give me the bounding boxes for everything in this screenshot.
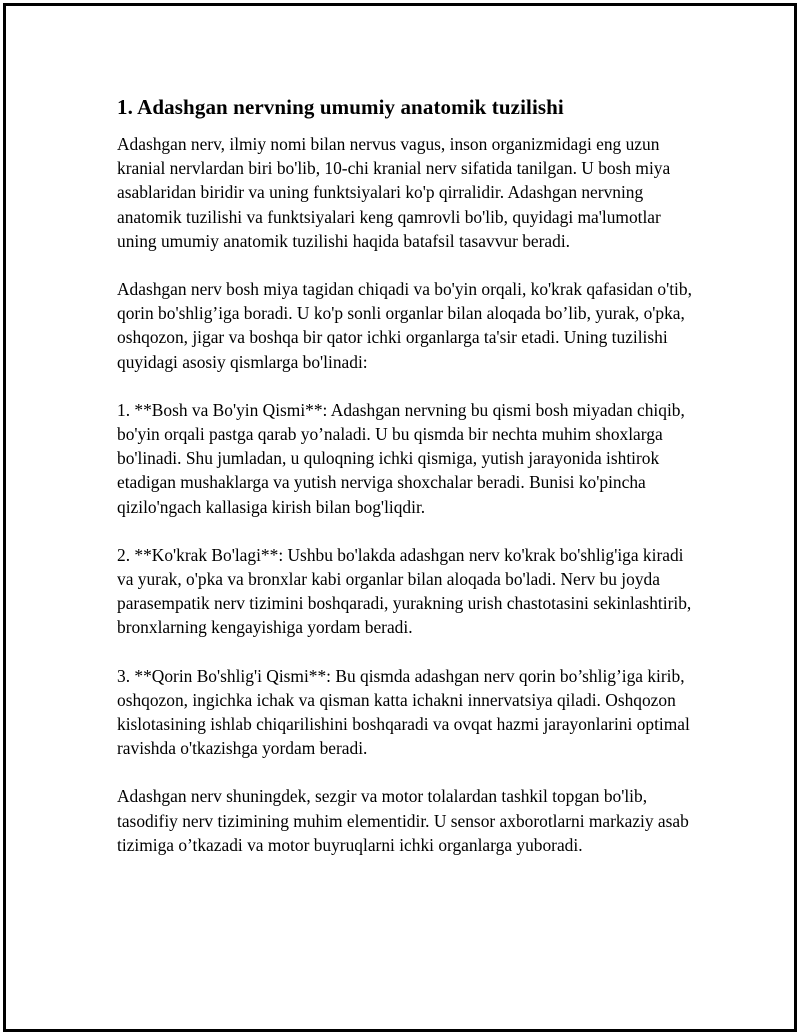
list-item-head-neck: 1. **Bosh va Bo'yin Qismi**: Adashgan nervning bu qismi bosh miyadan chiqib, bo'yin orqali pastga qarab yo’naladi. U bu qismda bir nechta muhim shoxlarga bo'linadi. Shu jumladan, u quloqning ichki qismiga, yutish jarayonida ishtirok etadigan mushaklarga va yutish nerviga shoxchalar beradi. Bunisi ko'pincha qizilo'ngach kallasiga kirish bilan bog'liqdir. (117, 399, 685, 517)
document-body (117, 94, 692, 881)
overview-paragraph: Adashgan nerv bosh miya tagidan chiqadi va bo'yin orqali, ko'krak qafasidan o'tib, qorin bo'shlig’iga boradi. U ko'p sonli organlar bilan aloqada bo’lib, yurak, o'pka, oshqozon, jigar va boshqa bir qator ichki organlarga ta'sir etadi. Uning tuzilishi quyidagi asosiy qismlarga bo'linadi: (117, 279, 692, 372)
intro-paragraph: Adashgan nerv, ilmiy nomi bilan nervus vagus, inson organizmidagi eng uzun kranial nervlardan biri bo'lib, 10-chi kranial nerv sifatida tanilgan. U bosh miya asablaridan biridir va uning funktsiyalari ko'p qirralidir. Adashgan nervning anatomik tuzilishi va funktsiyalari keng qamrovli bo'lib, quyidagi ma'lumotlar uning umumiy anatomik tuzilishi haqida batafsil tasavvur beradi. (117, 134, 671, 251)
list-item-abdominal: 3. **Qorin Bo'shlig'i Qismi**: Bu qismda adashgan nerv qorin bo’shlig’iga kirib, oshqozon, ingichka ichak va qisman katta ichakni innervatsiya qiladi. Oshqozon kislotasining ishlab chiqarilishini boshqaradi va ovqat hazmi jarayonlarini optimal ravishda o'tkazishga yordam beradi. (117, 665, 690, 759)
closing-paragraph: Adashgan nerv shuningdek, sezgir va motor tolalardan tashkil topgan bo'lib, tasodifiy nerv tizimining muhim elementidir. U sensor axborotlarni markaziy asab tizimiga o’tkazadi va motor buyruqlarni ichki organlarga yuboradi. (117, 786, 689, 855)
section-heading: 1. Adashgan nervning umumiy anatomik tuzilishi (117, 95, 564, 119)
list-item-thoracic: 2. **Ko'krak Bo'lagi**: Ushbu bo'lakda adashgan nerv ko'krak bo'shlig'iga kiradi va yurak, o'pka va bronxlar kabi organlar bilan aloqada bo'ladi. Nerv bu joyda parasempatik nerv tizimini boshqaradi, yurakning urish chastotasini sekinlashtirib, bronxlarning kengayishiga yordam beradi. (117, 544, 692, 638)
